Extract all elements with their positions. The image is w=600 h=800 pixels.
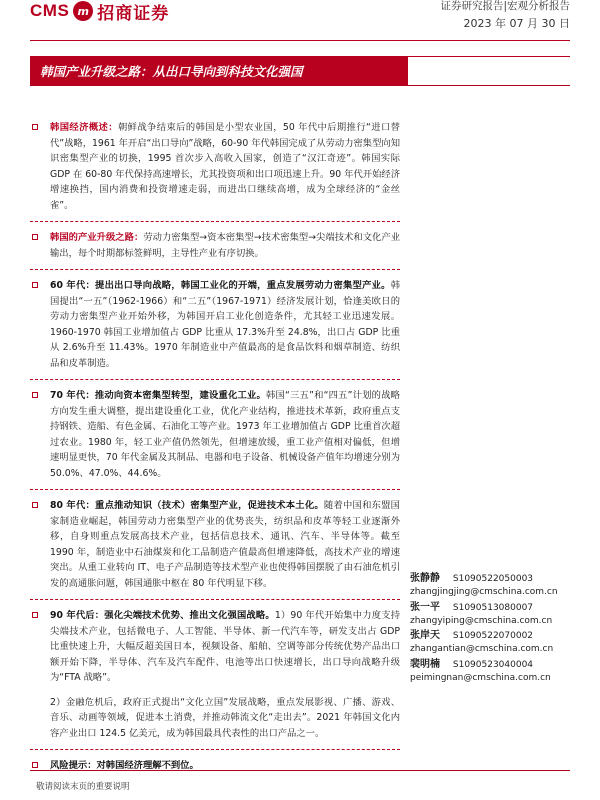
summary-bullet	[30, 120, 400, 213]
analyst-entry	[410, 629, 575, 657]
footer-note: 敬请阅读末页的重要说明	[36, 782, 130, 792]
bullet-icon	[32, 612, 38, 618]
analyst-entry	[410, 658, 575, 686]
footer-divider	[30, 770, 570, 771]
bullet-divider	[30, 269, 400, 270]
bullet-lead: 韩国的产业升级之路：	[50, 232, 144, 243]
bullet-text: 劳动力密集型→资本密集型→技术密集型→尖端技术和文化产业输出，每个时期都标签鲜明，主导性产业有序切换。	[50, 232, 400, 259]
summary-body	[30, 120, 400, 774]
cms-logo	[30, 0, 169, 22]
analyst-id: S1090513080007	[452, 602, 534, 613]
report-header	[0, 0, 600, 50]
analyst-list	[410, 572, 575, 686]
analyst-id: S1090522050003	[452, 574, 534, 584]
logo-badge-icon: m	[73, 1, 93, 21]
bullet-divider	[30, 221, 400, 222]
report-date: 2023 年 07 月 30 日	[463, 17, 570, 30]
bullet-lead: 60 年代：提出出口导向战略，韩国工业化的开端，重点发展劳动力密集型产业。	[50, 280, 391, 291]
analyst-email[interactable]: zhangantian@cmschina.com.cn	[410, 644, 554, 655]
bullet-text: 随着中国和东盟国家制造业崛起，韩国劳动力密集型产业的优势丧失，纺织品和皮革等轻工业逐渐外移，自身则重点发展高技术产业，包括信息技术、通讯、汽车、半导体等。截至 1990 年，制造业中石油煤炭和化工品制造产值最高但增速降低，高技术产业的增速突出。从重工业转向 IT、电子产品制造等技术型产业也使得韩国摆脱了由石油危机引发的高通胀问题，韩国通胀中枢在 80 年代明显下移。	[50, 500, 400, 589]
bullet-lead: 风险提示：对韩国经济理解不到位。	[50, 760, 199, 771]
summary-bullet	[30, 230, 400, 261]
bullet-icon	[32, 234, 38, 240]
analyst-email[interactable]: peimingnan@cmschina.com.cn	[410, 673, 551, 684]
logo-cn: 招商证券	[97, 3, 170, 24]
summary-bullet	[30, 388, 400, 481]
bullet-text: 韩国提出“一五”（1962-1966）和“二五”（1967-1971）经济发展计划，恰逢美欧日的劳动力密集型产业开始外移，为韩国开启工业化创造条件，尤其轻工业迅速发展。1960-1970 韩国工业增加值占 GDP 比重从 17.3%升至 24.8%，出口占 GDP 比重从 2.6%升至 11.43%。1970 年制造业中产值最高的是食品饮料和烟草制造、纺织品和皮革制造。	[50, 280, 400, 369]
report-type: 证券研究报告|宏观分析报告	[440, 0, 570, 12]
analyst-name: 张静静	[410, 573, 440, 584]
analyst-entry	[410, 572, 575, 600]
logo-en: CMS	[30, 1, 70, 20]
bullet-icon	[32, 282, 38, 288]
summary-bullet	[30, 608, 400, 741]
bullet-icon	[32, 124, 38, 130]
bullet-lead: 80 年代：重点推动知识（技术）密集型产业，促进技术本土化。	[50, 500, 324, 511]
report-meta	[440, 0, 570, 32]
bullet-divider	[30, 489, 400, 490]
bullet-icon	[32, 762, 38, 768]
risk-warning	[30, 758, 400, 774]
bullet-subtext: 2）金融危机后，政府正式提出“文化立国”发展战略，重点发展影视、广播、游戏、音乐、动画等领域，促进本土消费，并推动韩流文化“走出去”。2021 年韩国文化内容产业出口 124.5 亿美元，成为韩国最具代表性的出口产品之一。	[50, 696, 400, 739]
bullet-text: 韩国“三五”和“四五”计划的战略方向发生重大调整，提出建设重化工业，优化产业结构，推进技术革新，政府重点支持钢铁、造船、有色金属、石油化工等产业。1973 年工业增加值占 GDP 比重首次超过农业。1980 年，轻工业产值仍然领先，但增速放缓，重工业产值相对偏低，但增速明显更快，70 年代金属及其制品、电器和电子设备、机械设备产值年均增速分别为 50.0%、47.0%、44.6%。	[50, 390, 400, 479]
analyst-name: 张一平	[410, 601, 440, 613]
bullet-lead: 韩国经济概述：	[50, 122, 118, 133]
header-divider	[30, 40, 570, 41]
bullet-divider	[30, 379, 400, 380]
analyst-id: S1090522070002	[452, 631, 534, 642]
bullet-lead: 70 年代：推动向资本密集型转型，建设重化工业。	[50, 390, 267, 401]
analyst-entry	[410, 601, 575, 629]
summary-bullet	[30, 498, 400, 591]
analyst-name: 裴明楠	[410, 658, 440, 670]
report-title: 韩国产业升级之路：从出口导向到科技文化强国	[30, 56, 408, 86]
bullet-text: 1）90 年代开始集中力度支持尖端技术产业，包括微电子、人工智能、半导体、新一代汽车等，研发支出占 GDP 比重快速上升，大幅反超美国日本，视频设备、船舶、空调等部分传统优势产品出口额开始下降，半导体、汽车及汽车配件、电池等出口快速增长，出口导向战略升级为“FTA 战略”。	[50, 610, 400, 683]
banner-divider	[408, 56, 570, 86]
analyst-email[interactable]: zhangjingjing@cmschina.com.cn	[410, 587, 558, 598]
summary-bullet	[30, 278, 400, 371]
bullet-icon	[32, 502, 38, 508]
bullet-icon	[32, 392, 38, 398]
bullet-lead: 90 年代后：强化尖端技术优势、推出文化强国战略。	[50, 610, 275, 621]
bullet-divider	[30, 599, 400, 600]
analyst-name: 张岸天	[410, 630, 440, 642]
analyst-email[interactable]: zhangyiping@cmschina.com.cn	[410, 615, 553, 626]
analyst-id: S1090523040004	[452, 659, 534, 670]
bullet-text: 朝鲜战争结束后的韩国是小型农业国，50 年代中后期推行“进口替代”战略，1961 年开启“出口导向”战略，60-90 年代韩国完成了从劳动力密集型向知识密集型产业的切换，1995 首次步入高收入国家，创造了“汉江奇迹”。韩国实际 GDP 在 60-80 年代保持高速增长，尤其投资项和出口项迅速上升。90 年代开始经济增速换挡，国内消费和投资增速走弱，而进出口继续高增，成为全球经济的“金丝雀”。	[50, 122, 400, 211]
bullet-divider	[30, 749, 400, 750]
